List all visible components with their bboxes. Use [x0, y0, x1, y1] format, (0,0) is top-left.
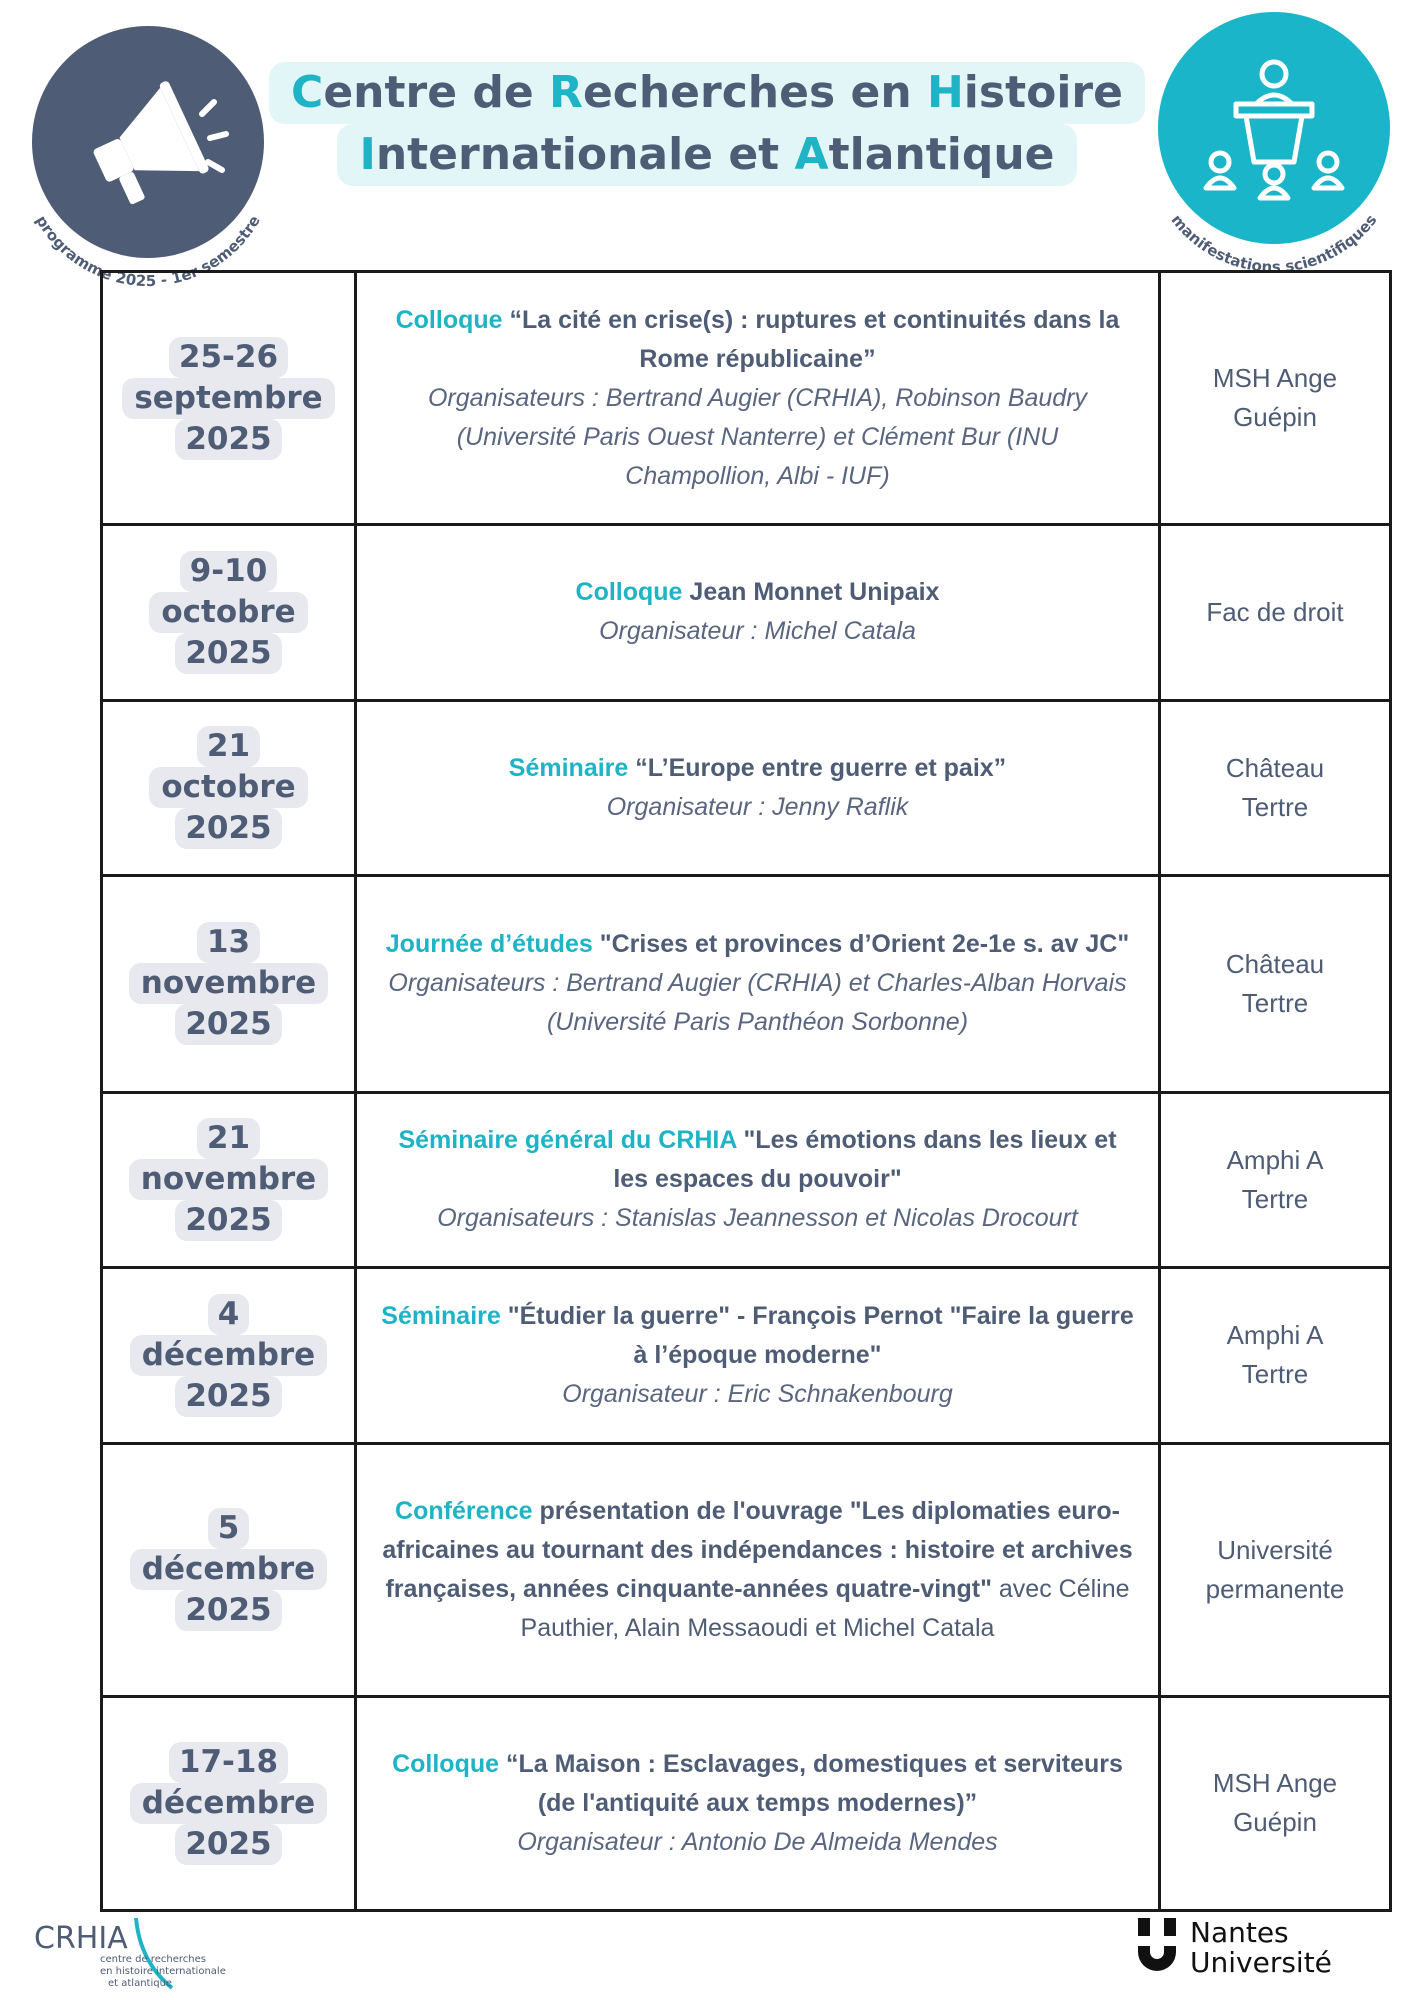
- event-organizers: Organisateur : Eric Schnakenbourg: [562, 1379, 953, 1408]
- event-organizers: Organisateur : Jenny Raflik: [606, 792, 909, 821]
- crhia-sub-1: centre de recherches: [100, 1954, 206, 1965]
- venue-line: Tertre: [1241, 987, 1309, 1018]
- event-title: "Étudier la guerre" - François Pernot "Faire la guerre à l’époque moderne": [507, 1301, 1134, 1369]
- event-date-cell: [102, 1092, 356, 1268]
- event-organizers: Organisateurs : Bertrand Augier (CRHIA), Robinson Baudry (Université Paris Ouest Nanterre) et Clément Bur (INU Champollion, Albi - IUF): [427, 383, 1088, 490]
- event-venue-cell: [1160, 525, 1391, 701]
- date-badge: [130, 1294, 327, 1417]
- venue-line: Université: [1217, 1534, 1333, 1565]
- nantes-line-2: Université: [1190, 1946, 1332, 1979]
- date-year: 2025: [175, 633, 281, 674]
- venue-line: permanente: [1205, 1573, 1345, 1604]
- event-venue-cell: [1160, 1092, 1391, 1268]
- event-description-cell: [356, 525, 1160, 701]
- event-type: Colloque: [395, 305, 510, 334]
- venue-line: Guépin: [1233, 402, 1317, 433]
- svg-text:centre de recherches en: [100, 1954, 229, 1989]
- event-title: "Crises et provinces d’Orient 2e-1e s. av JC": [599, 930, 1130, 959]
- event-date-cell: [102, 1443, 356, 1696]
- date-badge: [122, 337, 334, 460]
- nantes-universite-logo: [1138, 1912, 1378, 1982]
- date-badge: [149, 551, 307, 674]
- venue-line: Guépin: [1233, 1807, 1317, 1838]
- event-date-cell: [102, 525, 356, 701]
- title2-segment: I: [359, 129, 376, 180]
- date-badge: [130, 1742, 327, 1865]
- date-days: 25-26: [169, 337, 288, 378]
- event-row: [102, 1092, 1391, 1268]
- event-participants: avec Céline Pauthier, Alain Messaoudi et Michel Catala: [520, 1574, 1130, 1642]
- program-table: [100, 270, 1392, 1912]
- event-venue-cell: [1160, 1696, 1391, 1910]
- event-date-cell: [102, 876, 356, 1092]
- event-organizers: Organisateurs : Stanislas Jeannesson et Nicolas Drocourt: [437, 1204, 1078, 1233]
- venue-line: MSH Ange: [1212, 1768, 1338, 1799]
- date-days: 4: [208, 1294, 250, 1335]
- event-type: Colloque: [392, 1749, 506, 1778]
- date-year: 2025: [175, 1200, 281, 1241]
- date-year: 2025: [175, 808, 281, 849]
- event-title: “L’Europe entre guerre et paix”: [635, 753, 1007, 782]
- date-month: octobre: [149, 767, 307, 808]
- event-row: [102, 1443, 1391, 1696]
- event-type: Séminaire général du CRHIA: [398, 1126, 744, 1155]
- event-description-cell: [356, 1443, 1160, 1696]
- event-row: [102, 1268, 1391, 1444]
- right-caption: manifestations scientifiques: [1167, 210, 1381, 277]
- event-title: “La Maison : Esclavages, domestiques et serviteurs (de l'antiquité aux temps modernes)”: [505, 1749, 1123, 1817]
- date-year: 2025: [175, 1376, 281, 1417]
- event-venue-cell: [1160, 1268, 1391, 1444]
- event-row: [102, 700, 1391, 876]
- venue-line: Château: [1225, 752, 1325, 783]
- title1-segment: C: [291, 67, 324, 118]
- event-type: Conférence: [395, 1496, 540, 1525]
- nantes-line-1: Nantes: [1190, 1916, 1289, 1949]
- venue-line: Tertre: [1241, 791, 1309, 822]
- date-badge: [130, 1508, 327, 1631]
- date-month: décembre: [130, 1335, 327, 1376]
- event-organizers: Organisateur : Antonio De Almeida Mendes: [517, 1827, 998, 1856]
- event-row: [102, 272, 1391, 525]
- date-year: 2025: [175, 419, 281, 460]
- venue-line: Tertre: [1241, 1183, 1309, 1214]
- event-description-cell: [356, 1268, 1160, 1444]
- title1-segment: R: [549, 67, 583, 118]
- venue-line: Amphi A: [1226, 1320, 1324, 1351]
- title2-segment: nternationale et: [375, 129, 795, 180]
- event-row: [102, 525, 1391, 701]
- event-organizers: Organisateurs : Bertrand Augier (CRHIA) et Charles-Alban Horvais (Université Paris Panthéon Sorbonne): [388, 969, 1127, 1037]
- date-days: 21: [197, 1118, 260, 1159]
- event-title: "Les émotions dans les lieux et les espaces du pouvoir": [613, 1126, 1117, 1194]
- event-description-cell: [356, 700, 1160, 876]
- date-month: décembre: [130, 1549, 327, 1590]
- crhia-logo: [32, 1912, 232, 1992]
- event-type: Journée d’études: [385, 930, 600, 959]
- event-row: [102, 876, 1391, 1092]
- event-type: Colloque: [575, 578, 690, 607]
- crhia-logo-name: CRHIA: [34, 1921, 128, 1956]
- date-badge: [129, 922, 328, 1045]
- date-month: novembre: [129, 963, 328, 1004]
- date-days: 17-18: [169, 1742, 288, 1783]
- event-title: présentation de l'ouvrage "Les diplomaties euro-africaines au tournant des indépendances : histoire et archives françaises, années cinquante-années quatre-vingt": [382, 1496, 1133, 1603]
- event-date-cell: [102, 1696, 356, 1910]
- title-line-1: [269, 62, 1145, 124]
- date-year: 2025: [175, 1004, 281, 1045]
- title1-segment: echerches en: [582, 67, 927, 118]
- crhia-sub-2: en histoire internationale: [100, 1966, 226, 1977]
- event-venue-cell: [1160, 700, 1391, 876]
- title1-segment: entre de: [323, 67, 550, 118]
- venue-line: Amphi A: [1226, 1144, 1324, 1175]
- event-type: Séminaire: [381, 1301, 508, 1330]
- date-year: 2025: [175, 1590, 281, 1631]
- event-title: Jean Monnet Unipaix: [689, 578, 940, 607]
- title-line-2: [337, 124, 1076, 186]
- date-month: octobre: [149, 592, 307, 633]
- date-year: 2025: [175, 1824, 281, 1865]
- event-date-cell: [102, 272, 356, 525]
- event-date-cell: [102, 700, 356, 876]
- event-description-cell: [356, 1092, 1160, 1268]
- event-description-cell: [356, 1696, 1160, 1910]
- event-organizers: Organisateur : Michel Catala: [599, 617, 916, 646]
- date-days: 21: [197, 726, 260, 767]
- date-month: septembre: [122, 378, 334, 419]
- date-badge: [129, 1118, 328, 1241]
- title2-segment: tlantique: [828, 129, 1055, 180]
- event-date-cell: [102, 1268, 356, 1444]
- event-venue-cell: [1160, 876, 1391, 1092]
- event-description-cell: [356, 876, 1160, 1092]
- date-month: novembre: [129, 1159, 328, 1200]
- event-venue-cell: [1160, 1443, 1391, 1696]
- crhia-sub-3: et atlantique: [108, 1978, 173, 1989]
- left-caption: programme 2025 - 1er semestre: [32, 212, 264, 290]
- date-days: 9-10: [180, 551, 278, 592]
- event-venue-cell: [1160, 272, 1391, 525]
- title1-segment: H: [926, 67, 964, 118]
- event-row: [102, 1696, 1391, 1910]
- venue-line: MSH Ange: [1212, 363, 1338, 394]
- venue-line: Château: [1225, 948, 1325, 979]
- page-title: [0, 62, 1414, 186]
- date-month: décembre: [130, 1783, 327, 1824]
- event-title: “La cité en crise(s) : ruptures et continuités dans la Rome républicaine”: [509, 305, 1120, 373]
- date-days: 13: [197, 922, 260, 963]
- date-days: 5: [208, 1508, 250, 1549]
- date-badge: [149, 726, 307, 849]
- title1-segment: istoire: [963, 67, 1123, 118]
- venue-line: Fac de droit: [1206, 596, 1344, 627]
- event-description-cell: [356, 272, 1160, 525]
- venue-line: Tertre: [1241, 1359, 1309, 1390]
- event-type: Séminaire: [508, 753, 636, 782]
- title2-segment: A: [794, 129, 829, 180]
